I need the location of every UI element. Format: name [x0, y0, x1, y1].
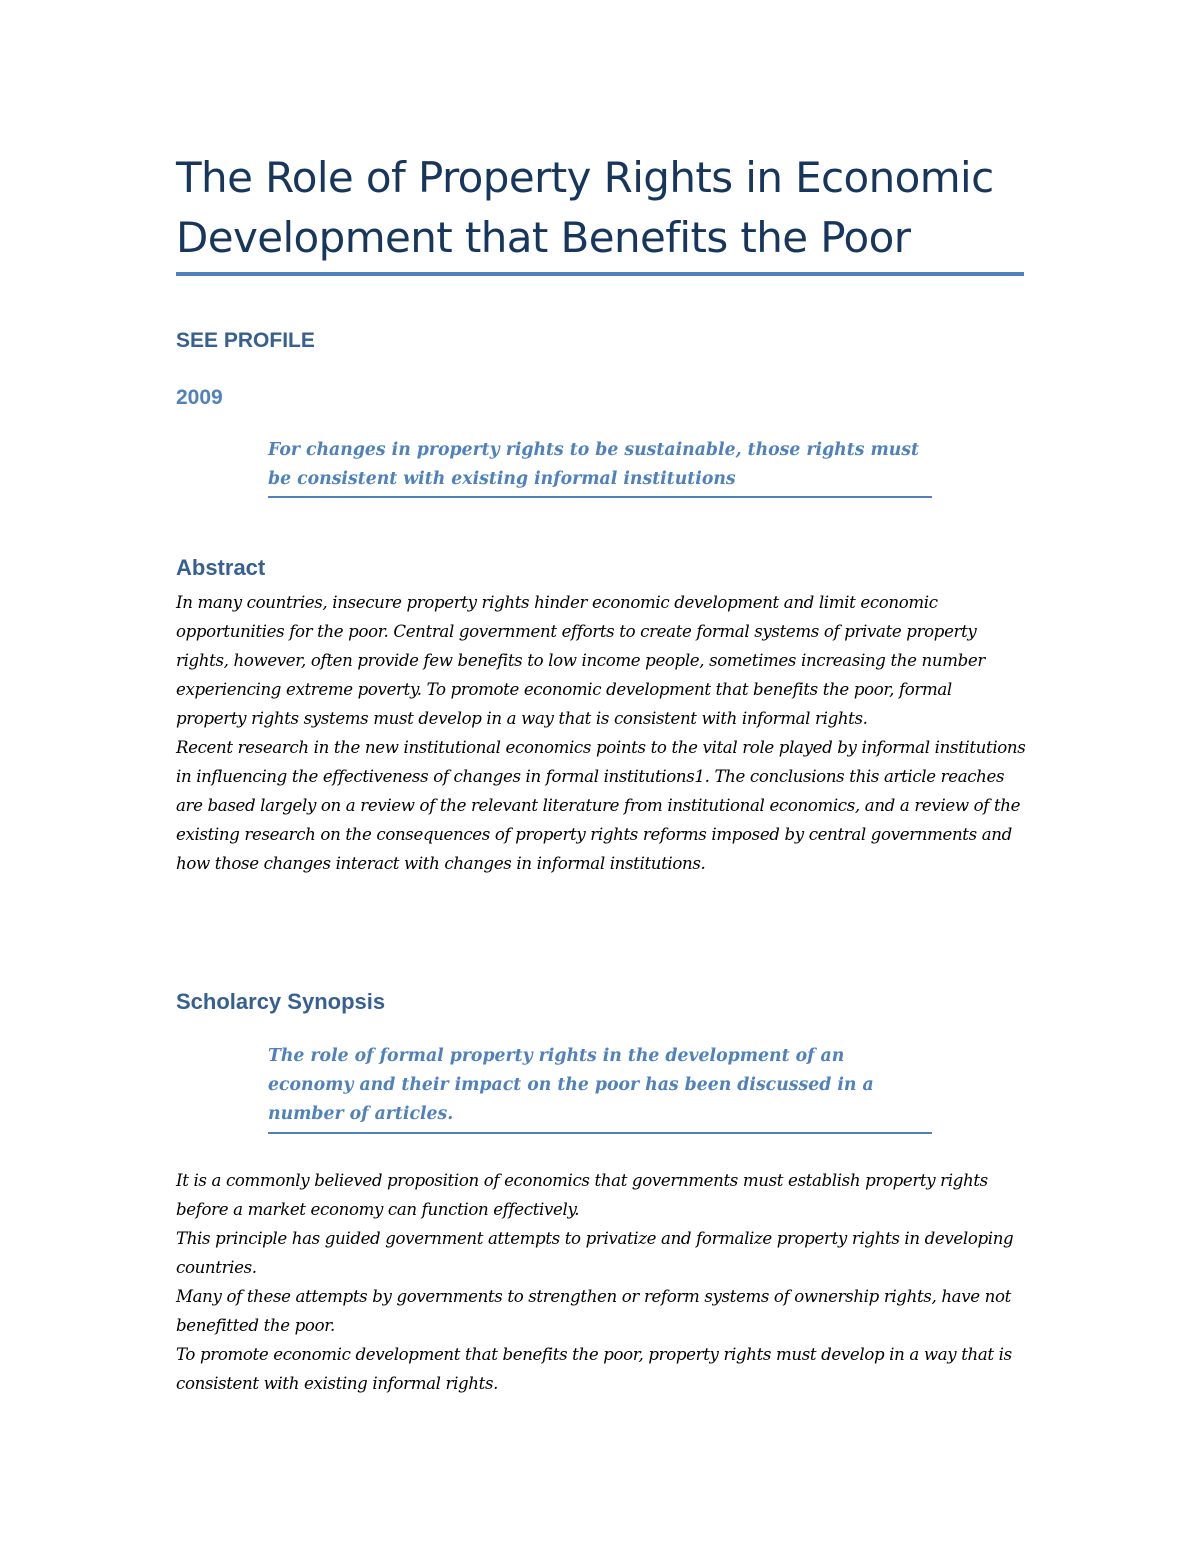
synopsis-paragraph: Many of these attempts by governments to strengthen or reform systems of ownership rights, have not benefitted the poor.	[176, 1287, 1011, 1335]
publication-year: 2009	[176, 386, 223, 409]
abstract-paragraph: Recent research in the new institutional economics points to the vital role played by informal institutions in influencing the effectiveness of changes in formal institutions1. The conclusions this article reaches are based largely on a review of the relevant literature from institutional economics, and a review of the existing research on the consequences of property rights reforms imposed by central governments and how those changes interact with changes in informal institutions.	[176, 738, 1026, 873]
synopsis-body	[176, 1166, 1026, 1398]
document-title: The Role of Property Rights in Economic Development that Benefits the Poor	[176, 153, 994, 262]
synopsis-paragraph: It is a commonly believed proposition of economics that governments must establish property rights before a market economy can function effectively.	[176, 1171, 988, 1219]
pull-quote-sustainability: For changes in property rights to be sustainable, those rights must be consistent with existing informal institutions	[268, 440, 920, 489]
see-profile-link[interactable]: SEE PROFILE	[176, 329, 315, 352]
synopsis-paragraph: To promote economic development that benefits the poor, property rights must develop in a way that is consistent with existing informal rights.	[176, 1345, 1012, 1393]
pull-quote-underline	[268, 1132, 932, 1134]
pull-quote-underline	[268, 496, 932, 498]
synopsis-paragraph: This principle has guided government attempts to privatize and formalize property rights in developing countries.	[176, 1229, 1014, 1277]
synopsis-heading: Scholarcy Synopsis	[176, 989, 386, 1014]
abstract-body	[176, 588, 1026, 878]
title-underline	[176, 272, 1024, 276]
abstract-heading: Abstract	[176, 555, 266, 580]
abstract-paragraph: In many countries, insecure property rights hinder economic development and limit economic opportunities for the poor. Central government efforts to create formal systems of private property rights, however, often provide few benefits to low income people, sometimes increasing the number experiencing extreme poverty. To promote economic development that benefits the poor, formal property rights systems must develop in a way that is consistent with informal rights.	[176, 593, 985, 728]
pull-quote-synopsis: The role of formal property rights in the development of an economy and their impact on the poor has been discussed in a number of articles.	[268, 1046, 874, 1124]
